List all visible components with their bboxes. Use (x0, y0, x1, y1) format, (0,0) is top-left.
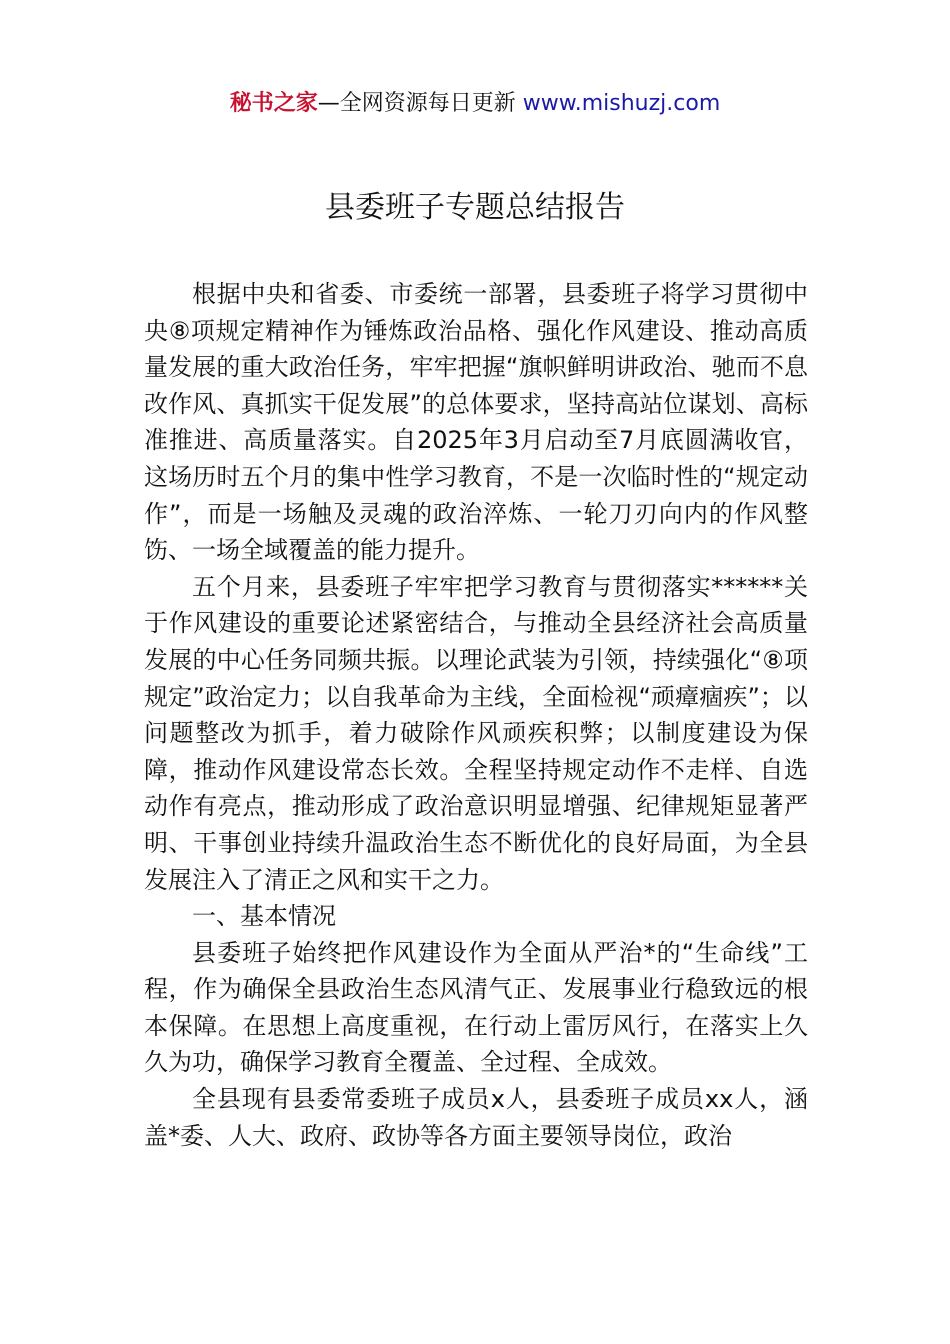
section-heading-basic-situation: 一、基本情况 (192, 902, 336, 931)
brand-name: 秘书之家 (229, 91, 318, 116)
paragraph-team-members: 全县现有县委常委班子成员x人，县委班子成员xx人，涵盖*委、人大、政府、政协等各方面主要领导岗位，政治 (144, 1085, 808, 1150)
document-title: 县委班子专题总结报告 (325, 190, 625, 225)
site-url-link[interactable]: www.mishuzj.com (522, 91, 721, 116)
paragraph-basic-situation: 县委班子始终把作风建设作为全面从严治*的“生命线”工程，作为确保全县政治生态风清气正、发展事业行稳致远的根本保障。在思想上高度重视，在行动上雷厉风行，在落实上久久为功，确保学习教育全覆盖、全过程、全成效。 (144, 938, 808, 1077)
paragraph-intro: 根据中央和省委、市委统一部署，县委班子将学习贯彻中央⑧项规定精神作为锤炼政治品格、强化作风建设、推动高质量发展的重大政治任务，牢牢把握“旗帜鲜明讲政治、驰而不息改作风、真抓实干促发展”的总体要求，坚持高站位谋划、高标准推进、高质量落实。自2025年3月启动至7月底圆满收官，这场历时五个月的集中性学习教育，不是一次临时性的“规定动作”，而是一场触及灵魂的政治淬炼、一轮刀刃向内的作风整饬、一场全域覆盖的能力提升。 (144, 280, 808, 565)
document-body (144, 276, 808, 1154)
site-header (0, 86, 950, 122)
header-tagline: —全网资源每日更新 (317, 91, 523, 116)
paragraph-overview: 五个月来，县委班子牢牢把学习教育与贯彻落实******关于作风建设的重要论述紧密结合，与推动全县经济社会高质量发展的中心任务同频共振。以理论武装为引领，持续强化“⑧项规定”政治定力；以自我革命为主线，全面检视“顽瘴痼疾”；以问题整改为抓手，着力破除作风顽疾积弊；以制度建设为保障，推动作风建设常态长效。全程坚持规定动作不走样、自选动作有亮点，推动形成了政治意识明显增强、纪律规矩显著严明、干事创业持续升温政治生态不断优化的良好局面，为全县发展注入了清正之风和实干之力。 (144, 572, 808, 894)
